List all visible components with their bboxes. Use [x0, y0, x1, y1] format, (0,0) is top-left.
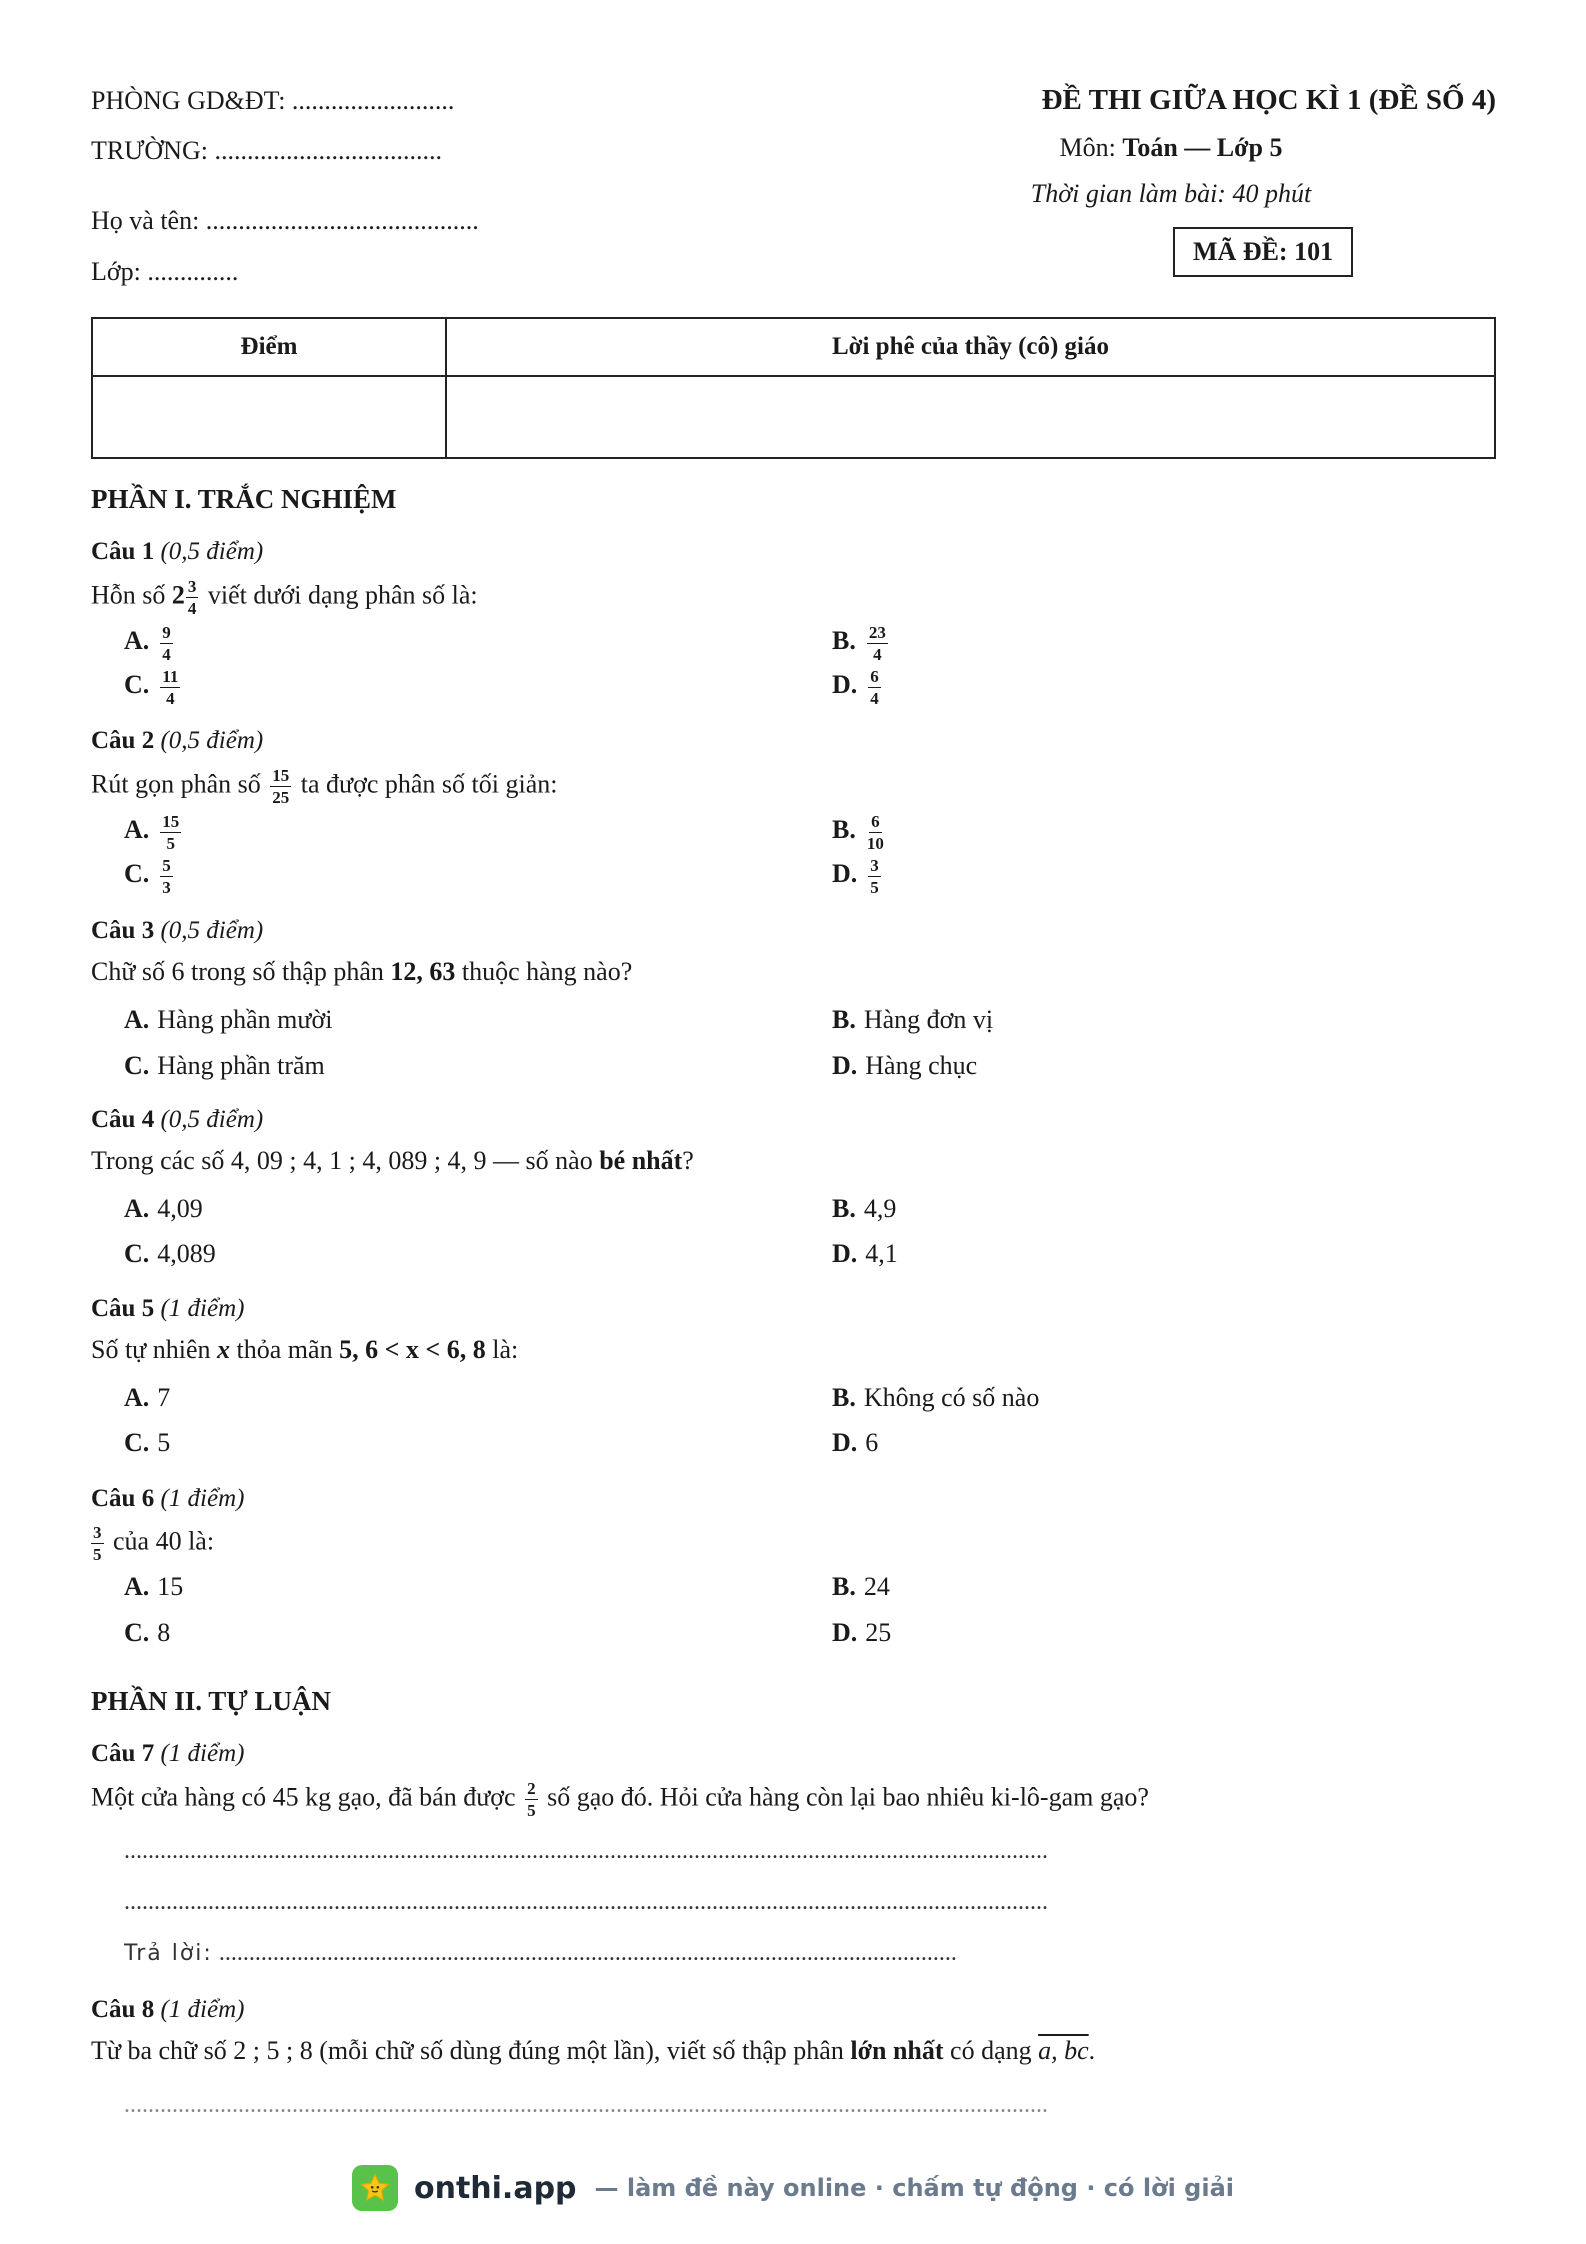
- q1-option-d[interactable]: D. $\frac{6}{4}$: [832, 667, 879, 708]
- star-logo-icon: [352, 2165, 398, 2211]
- q7-header: Câu 7 (1 điểm): [91, 1740, 245, 1767]
- subject-line: Môn: Toán — Lớp 5: [1059, 133, 1283, 162]
- q2-header: Câu 2 (0,5 điểm): [91, 727, 264, 754]
- q7-answer-line-2[interactable]: ..........................................................................................................................................................: [124, 1889, 1048, 1915]
- time-line: Thời gian làm bài: 40 phút: [1030, 179, 1312, 208]
- q3-option-a[interactable]: A. Hàng phần mười: [124, 1005, 333, 1034]
- q3-option-c[interactable]: C. Hàng phần trăm: [124, 1051, 325, 1080]
- q7-answer-label: Trả lời:: [124, 1941, 213, 1966]
- class-line: Lớp: ..............: [91, 257, 239, 286]
- score-cell[interactable]: [92, 376, 446, 458]
- q8-answer-line[interactable]: ..........................................................................................................................................................: [124, 2092, 1048, 2118]
- student-name-line: Họ và tên: ..........................................: [91, 206, 479, 235]
- q2-text: Rút gọn phân số $\frac{15}{25}$ ta được phân số tối giản:: [91, 766, 558, 807]
- q6-option-a[interactable]: A. 15: [124, 1572, 184, 1601]
- q1-option-a[interactable]: A. $\frac{9}{4}$: [124, 623, 171, 664]
- q3-option-d[interactable]: D. Hàng chục: [832, 1051, 978, 1080]
- q8-text: Từ ba chữ số 2 ; 5 ; 8 (mỗi chữ số dùng đúng một lần), viết số thập phân lớn nhất có dạng a, bc.: [91, 2036, 1096, 2065]
- q5-option-b[interactable]: B. Không có số nào: [832, 1383, 1040, 1412]
- q3-text: Chữ số 6 trong số thập phân 12, 63 thuộc hàng nào?: [91, 957, 633, 986]
- exam-title: ĐỀ THI GIỮA HỌC KÌ 1 (ĐỀ SỐ 4): [1041, 84, 1496, 116]
- q1-option-c[interactable]: C. $\frac{11}{4}$: [124, 667, 179, 708]
- q4-header: Câu 4 (0,5 điểm): [91, 1106, 264, 1133]
- q4-text: Trong các số 4, 09 ; 4, 1 ; 4, 089 ; 4, 9 — số nào bé nhất?: [91, 1146, 694, 1175]
- footer-banner[interactable]: [0, 2165, 1586, 2211]
- q5-option-c[interactable]: C. 5: [124, 1428, 171, 1457]
- q4-option-b[interactable]: B. 4,9: [832, 1194, 897, 1223]
- q3-header: Câu 3 (0,5 điểm): [91, 917, 264, 944]
- brand-name[interactable]: onthi.app: [413, 2170, 577, 2206]
- q6-header: Câu 6 (1 điểm): [91, 1485, 245, 1512]
- part1-title: PHẦN I. TRẮC NGHIỆM: [91, 484, 397, 514]
- school-line: TRƯỜNG: ...................................: [91, 136, 442, 165]
- q2-option-d[interactable]: D. $\frac{3}{5}$: [832, 856, 879, 897]
- score-table: [91, 317, 1496, 459]
- q5-option-d[interactable]: D. 6: [832, 1428, 879, 1457]
- q6-option-b[interactable]: B. 24: [832, 1572, 890, 1601]
- q2-option-b[interactable]: B. $\frac{6}{10}$: [832, 812, 884, 853]
- q4-option-a[interactable]: A. 4,09: [124, 1194, 203, 1223]
- q5-header: Câu 5 (1 điểm): [91, 1295, 245, 1322]
- q4-option-d[interactable]: D. 4,1: [832, 1239, 898, 1268]
- q8-header: Câu 8 (1 điểm): [91, 1996, 245, 2023]
- q6-text: $\frac{3}{5}$ của 40 là:: [93, 1523, 215, 1564]
- department-line: PHÒNG GD&ĐT: .........................: [91, 86, 455, 115]
- q7-text: Một cửa hàng có 45 kg gạo, đã bán được $\frac{2}{5}$ số gạo đó. Hỏi cửa hàng còn lại bao nhiêu ki-lô-gam gạo?: [91, 1779, 1149, 1820]
- q6-option-c[interactable]: C. 8: [124, 1618, 171, 1647]
- q2-option-a[interactable]: A. $\frac{15}{5}$: [124, 812, 180, 853]
- q1-header: Câu 1 (0,5 điểm): [91, 538, 264, 565]
- q3-option-b[interactable]: B. Hàng đơn vị: [832, 1005, 994, 1034]
- comment-cell[interactable]: [446, 376, 1495, 458]
- exam-code-box: MÃ ĐỀ: 101: [1173, 227, 1353, 277]
- exam-page: [91, 0, 1495, 2244]
- q1-option-b[interactable]: B. $\frac{23}{4}$: [832, 623, 886, 664]
- comment-header: Lời phê của thầy (cô) giáo: [446, 318, 1495, 376]
- q5-option-a[interactable]: A. 7: [124, 1383, 171, 1412]
- q7-answer-line-1[interactable]: ..........................................................................................................................................................: [124, 1838, 1048, 1864]
- q7-answer-row[interactable]: Trả lời: ...........................................................................................................................: [124, 1940, 957, 1966]
- q4-option-c[interactable]: C. 4,089: [124, 1239, 216, 1268]
- q5-text: Số tự nhiên x thỏa mãn 5, 6 < x < 6, 8 là:: [91, 1335, 519, 1364]
- q1-text: Hỗn số 2 $\frac{3}{4}$ viết dưới dạng phân số là:: [91, 577, 478, 618]
- q6-option-d[interactable]: D. 25: [832, 1618, 892, 1647]
- q2-option-c[interactable]: C. $\frac{5}{3}$: [124, 856, 171, 897]
- brand-tagline: — làm đề này online · chấm tự động · có lời giải: [594, 2174, 1234, 2202]
- score-header: Điểm: [92, 318, 446, 376]
- part2-title: PHẦN II. TỰ LUẬN: [91, 1686, 332, 1716]
